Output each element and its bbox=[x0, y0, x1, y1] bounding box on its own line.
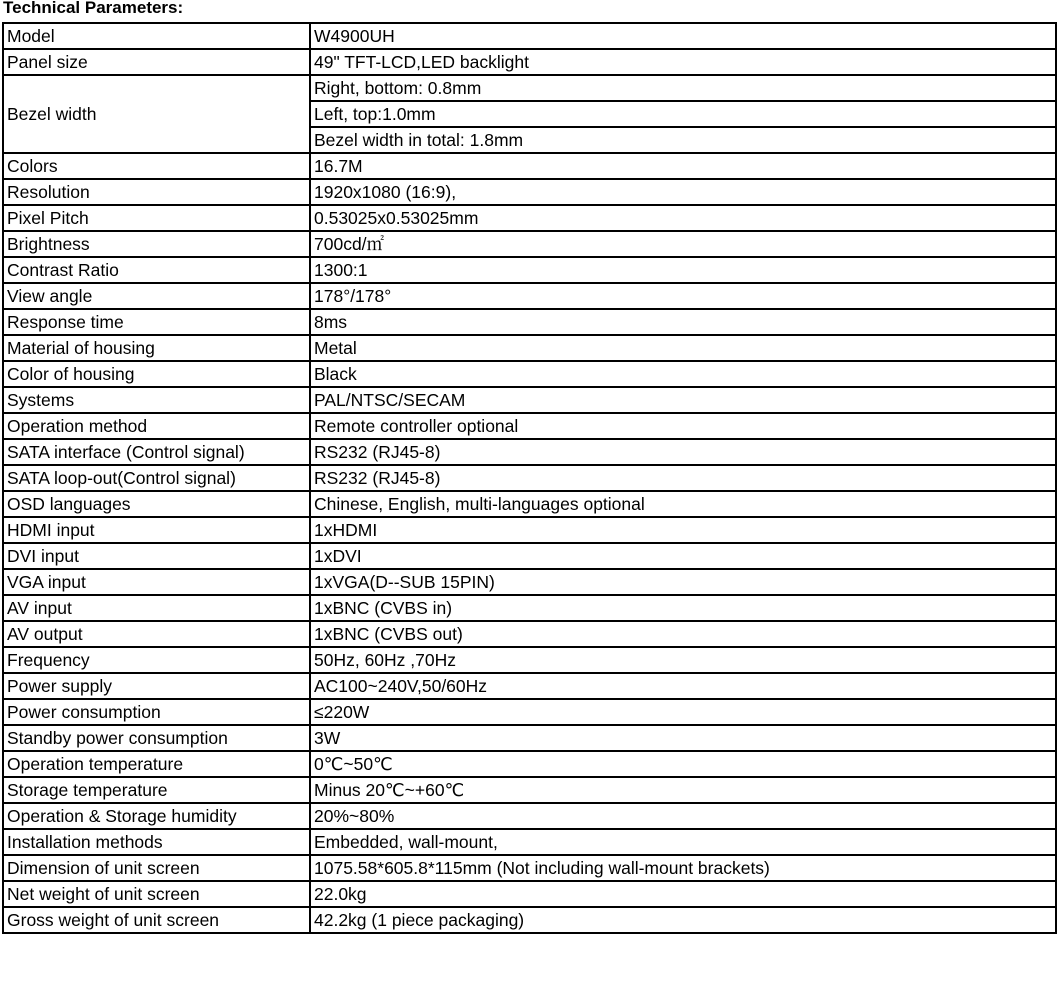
param-value-cell: 1075.58*605.8*115mm (Not including wall-mount brackets) bbox=[310, 855, 1056, 881]
table-row bbox=[3, 413, 1056, 439]
param-value-cell: Black bbox=[310, 361, 1056, 387]
param-value-cell: Embedded, wall-mount, bbox=[310, 829, 1056, 855]
table-row bbox=[3, 205, 1056, 231]
param-name-cell: Dimension of unit screen bbox=[3, 855, 310, 881]
technical-parameters-table bbox=[2, 22, 1057, 934]
param-value-cell: 22.0kg bbox=[310, 881, 1056, 907]
param-name-cell: View angle bbox=[3, 283, 310, 309]
table-row bbox=[3, 543, 1056, 569]
param-name-cell: Brightness bbox=[3, 231, 310, 257]
table-row bbox=[3, 335, 1056, 361]
table-row bbox=[3, 699, 1056, 725]
param-value-cell: 1xDVI bbox=[310, 543, 1056, 569]
param-name-cell: Panel size bbox=[3, 49, 310, 75]
param-name-cell: Operation & Storage humidity bbox=[3, 803, 310, 829]
param-value-cell: PAL/NTSC/SECAM bbox=[310, 387, 1056, 413]
param-name-cell: Model bbox=[3, 23, 310, 49]
table-row bbox=[3, 257, 1056, 283]
table-row bbox=[3, 491, 1056, 517]
table-row bbox=[3, 309, 1056, 335]
param-name-cell: Standby power consumption bbox=[3, 725, 310, 751]
param-value-cell: 1xBNC (CVBS out) bbox=[310, 621, 1056, 647]
param-value-cell: Minus 20℃~+60℃ bbox=[310, 777, 1056, 803]
param-name-cell: Systems bbox=[3, 387, 310, 413]
param-name-cell: Frequency bbox=[3, 647, 310, 673]
param-name-cell: Material of housing bbox=[3, 335, 310, 361]
table-row bbox=[3, 621, 1056, 647]
table-row bbox=[3, 439, 1056, 465]
param-value-cell: 8ms bbox=[310, 309, 1056, 335]
param-name-cell: Bezel width bbox=[3, 75, 310, 153]
table-row bbox=[3, 647, 1056, 673]
table-body bbox=[3, 23, 1056, 933]
param-value-cell: 1300:1 bbox=[310, 257, 1056, 283]
param-name-cell: Net weight of unit screen bbox=[3, 881, 310, 907]
param-name-cell: Power supply bbox=[3, 673, 310, 699]
param-name-cell: AV input bbox=[3, 595, 310, 621]
param-value-cell: 1xHDMI bbox=[310, 517, 1056, 543]
param-value-cell: 42.2kg (1 piece packaging) bbox=[310, 907, 1056, 933]
table-row bbox=[3, 465, 1056, 491]
param-value-cell: Metal bbox=[310, 335, 1056, 361]
param-name-cell: AV output bbox=[3, 621, 310, 647]
table-row bbox=[3, 673, 1056, 699]
param-value-cell: ≤220W bbox=[310, 699, 1056, 725]
param-name-cell: Response time bbox=[3, 309, 310, 335]
param-value-cell: Remote controller optional bbox=[310, 413, 1056, 439]
param-value-cell: 49" TFT-LCD,LED backlight bbox=[310, 49, 1056, 75]
param-value-cell: 0.53025x0.53025mm bbox=[310, 205, 1056, 231]
page-title: Technical Parameters: bbox=[3, 0, 184, 17]
table-row bbox=[3, 517, 1056, 543]
param-value-cell: 1920x1080 (16:9), bbox=[310, 179, 1056, 205]
param-value-cell: W4900UH bbox=[310, 23, 1056, 49]
table-row bbox=[3, 595, 1056, 621]
param-name-cell: Power consumption bbox=[3, 699, 310, 725]
param-name-cell: Contrast Ratio bbox=[3, 257, 310, 283]
param-value-cell: RS232 (RJ45-8) bbox=[310, 465, 1056, 491]
table-row bbox=[3, 153, 1056, 179]
table-row bbox=[3, 23, 1056, 49]
table-row bbox=[3, 725, 1056, 751]
param-name-cell: Operation temperature bbox=[3, 751, 310, 777]
param-name-cell: Operation method bbox=[3, 413, 310, 439]
param-name-cell: OSD languages bbox=[3, 491, 310, 517]
param-value-cell: Right, bottom: 0.8mm bbox=[310, 75, 1056, 101]
param-value-cell: 16.7M bbox=[310, 153, 1056, 179]
table-row bbox=[3, 829, 1056, 855]
table-row bbox=[3, 283, 1056, 309]
table-row bbox=[3, 907, 1056, 933]
table-row bbox=[3, 75, 1056, 101]
param-name-cell: Pixel Pitch bbox=[3, 205, 310, 231]
param-name-cell: Storage temperature bbox=[3, 777, 310, 803]
table-row bbox=[3, 361, 1056, 387]
param-name-cell: Installation methods bbox=[3, 829, 310, 855]
param-value-cell: 50Hz, 60Hz ,70Hz bbox=[310, 647, 1056, 673]
table-row bbox=[3, 881, 1056, 907]
param-name-cell: Colors bbox=[3, 153, 310, 179]
param-name-cell: HDMI input bbox=[3, 517, 310, 543]
param-value-cell: 700cd/㎡ bbox=[310, 231, 1056, 257]
param-value-cell: Bezel width in total: 1.8mm bbox=[310, 127, 1056, 153]
table-row bbox=[3, 179, 1056, 205]
param-value-cell: 0℃~50℃ bbox=[310, 751, 1056, 777]
table-row bbox=[3, 569, 1056, 595]
param-name-cell: DVI input bbox=[3, 543, 310, 569]
param-name-cell: Gross weight of unit screen bbox=[3, 907, 310, 933]
table-row bbox=[3, 751, 1056, 777]
param-name-cell: SATA loop-out(Control signal) bbox=[3, 465, 310, 491]
table-row bbox=[3, 387, 1056, 413]
param-value-cell: Chinese, English, multi-languages optional bbox=[310, 491, 1056, 517]
param-value-cell: RS232 (RJ45-8) bbox=[310, 439, 1056, 465]
table-row bbox=[3, 49, 1056, 75]
param-name-cell: Color of housing bbox=[3, 361, 310, 387]
table-row bbox=[3, 231, 1056, 257]
table-row bbox=[3, 803, 1056, 829]
param-value-cell: 178°/178° bbox=[310, 283, 1056, 309]
param-name-cell: SATA interface (Control signal) bbox=[3, 439, 310, 465]
param-value-cell: 3W bbox=[310, 725, 1056, 751]
param-value-cell: 1xVGA(D--SUB 15PIN) bbox=[310, 569, 1056, 595]
table-row bbox=[3, 777, 1056, 803]
param-value-cell: AC100~240V,50/60Hz bbox=[310, 673, 1056, 699]
table-row bbox=[3, 855, 1056, 881]
param-name-cell: VGA input bbox=[3, 569, 310, 595]
param-value-cell: Left, top:1.0mm bbox=[310, 101, 1056, 127]
param-name-cell: Resolution bbox=[3, 179, 310, 205]
param-value-cell: 1xBNC (CVBS in) bbox=[310, 595, 1056, 621]
param-value-cell: 20%~80% bbox=[310, 803, 1056, 829]
